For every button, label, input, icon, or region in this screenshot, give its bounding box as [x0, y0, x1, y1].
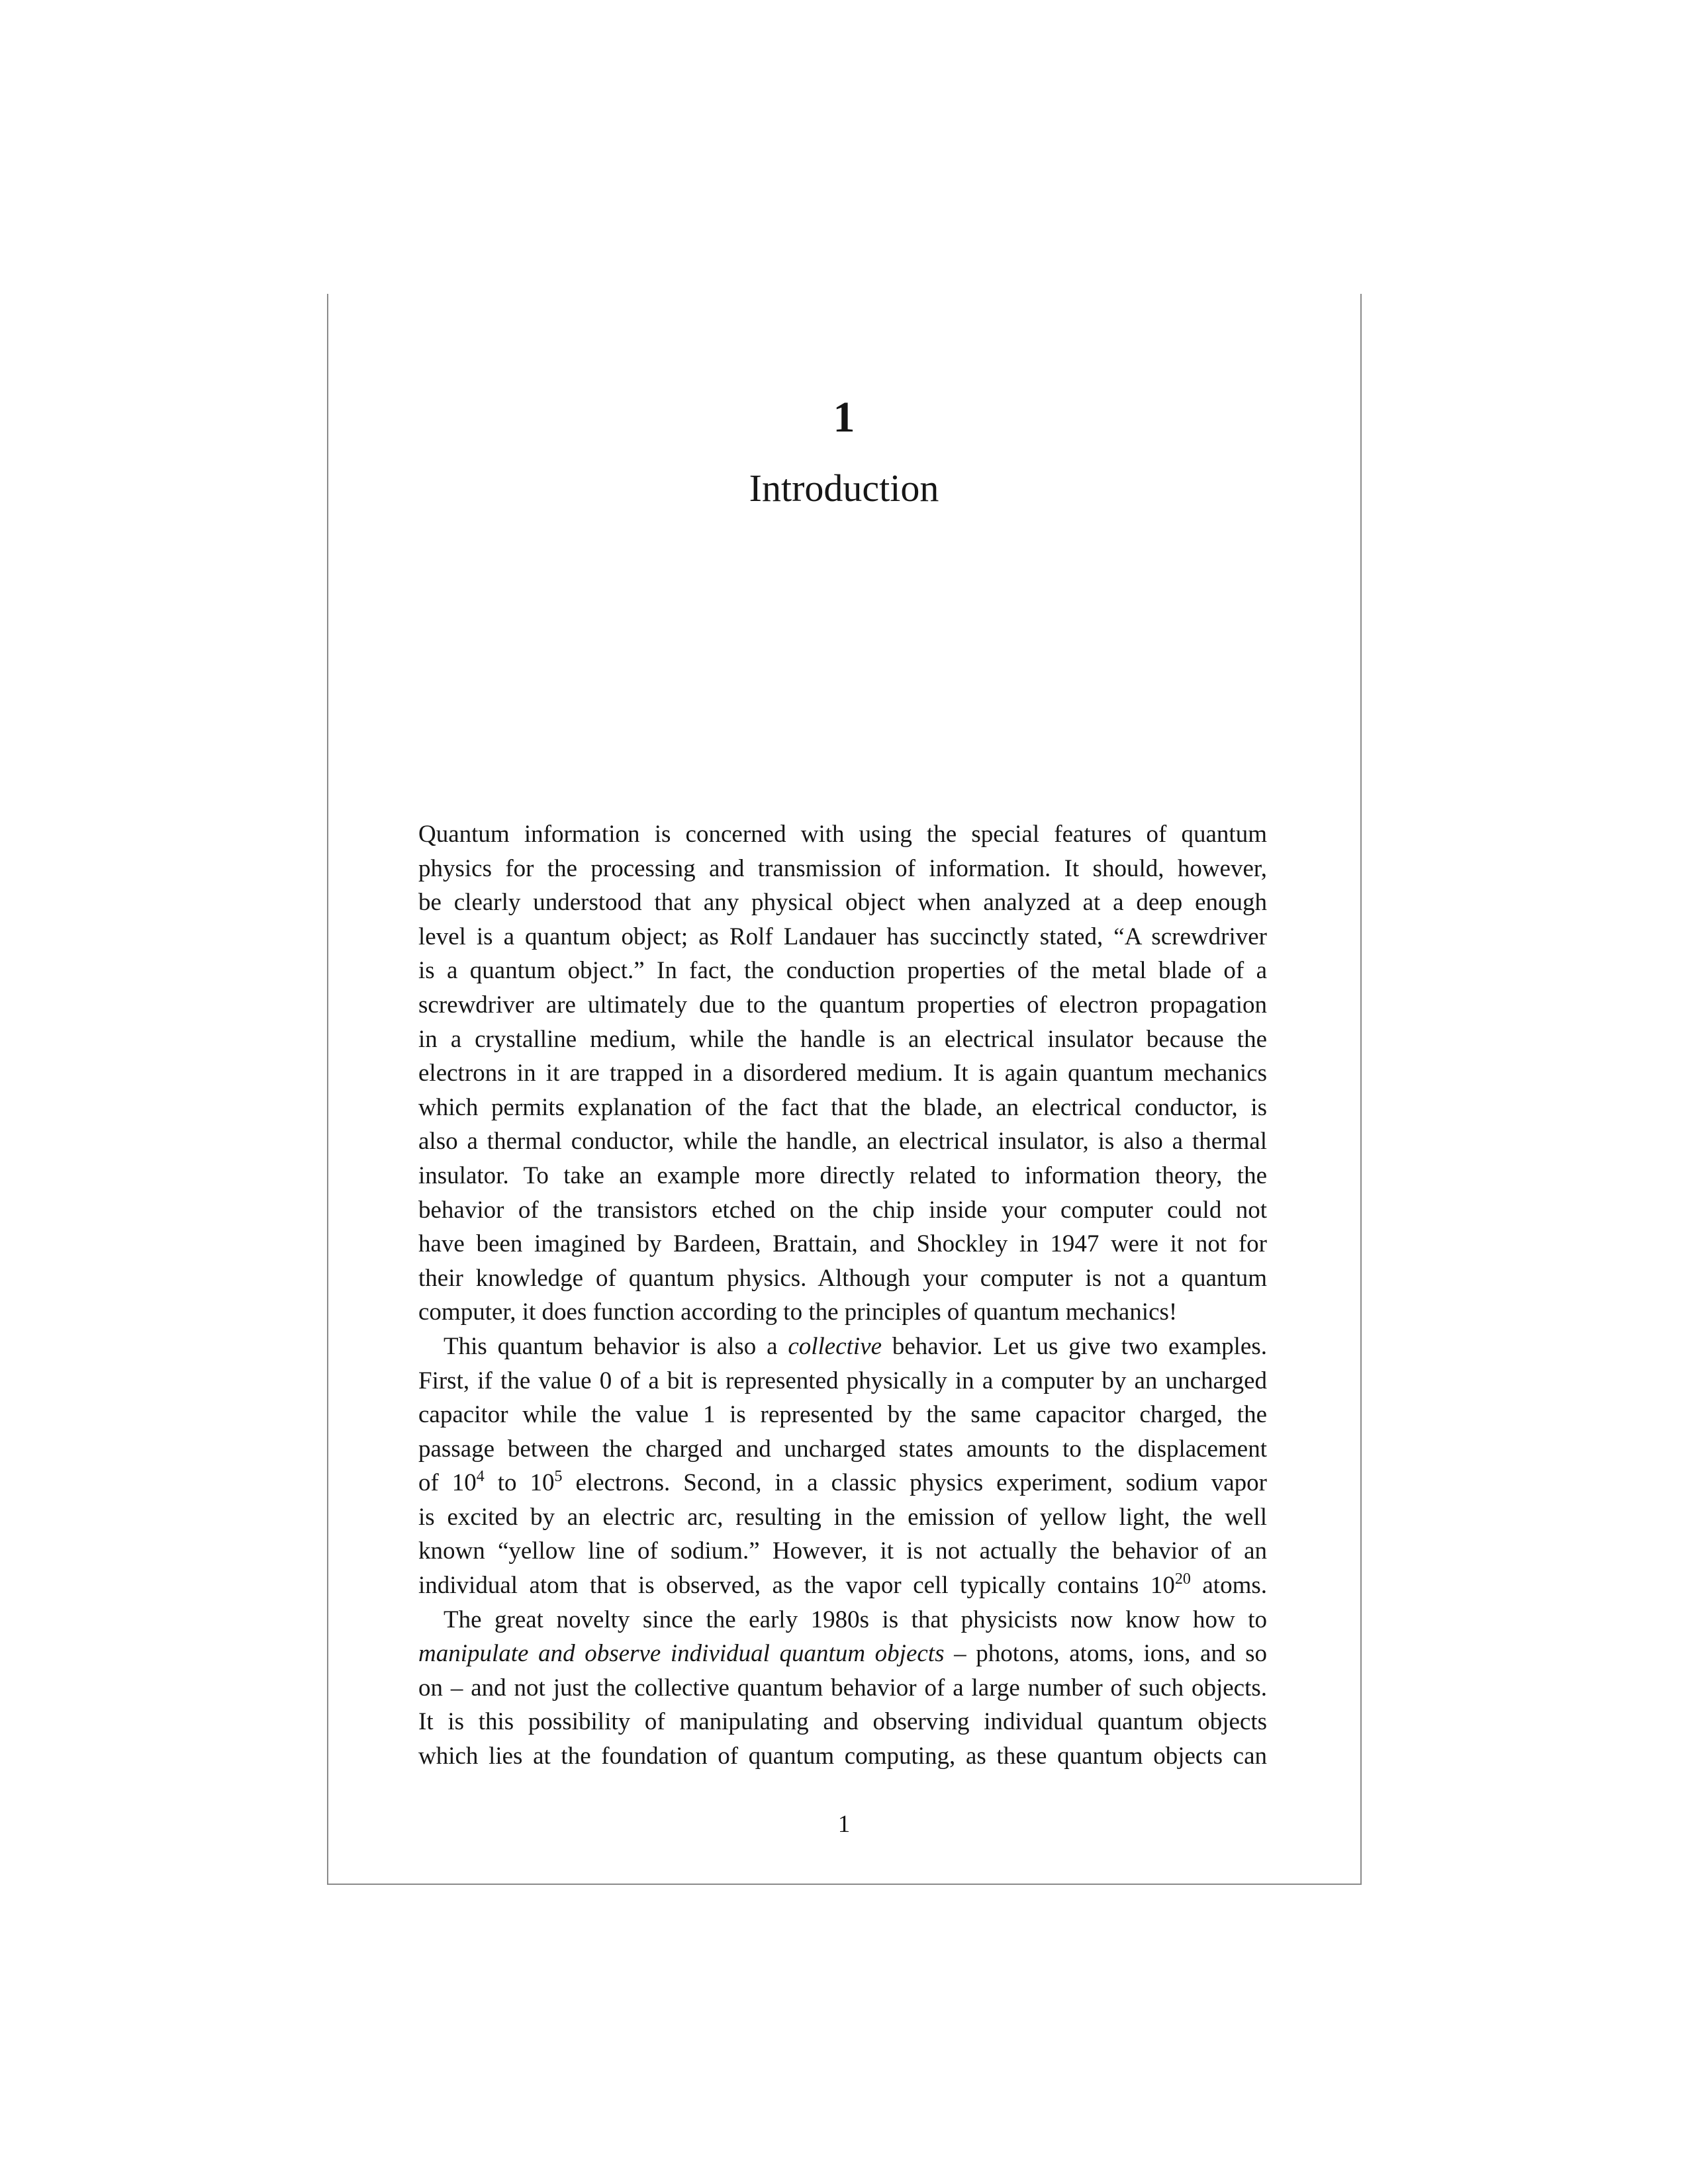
text-line: known “yellow line of sodium.” However, it is not actually the behavior of an — [418, 1537, 1267, 1565]
text-line: in a crystalline medium, while the handle is an electrical insulator because the — [418, 1025, 1267, 1053]
text-run: atoms. — [1190, 1572, 1267, 1600]
text-line — [418, 1637, 1267, 1671]
text-run: – photons, atoms, ions, and so — [944, 1640, 1267, 1668]
text-line: First, if the value 0 of a bit is represented physically in a computer by an uncharged — [418, 1367, 1267, 1394]
chapter-number: 1 — [833, 393, 855, 441]
page-number: 1 — [837, 1811, 851, 1838]
text-line: level is a quantum object; as Rolf Landauer has succinctly stated, “A screwdriver — [418, 923, 1267, 950]
text-line: It is this possibility of manipulating and observing individual quantum objects — [418, 1708, 1267, 1736]
paragraph-3 — [418, 1603, 1267, 1774]
text-line: be clearly understood that any physical object when analyzed at a deep enough — [418, 889, 1267, 917]
text-run: of 10 — [418, 1469, 477, 1497]
text-line — [418, 1569, 1267, 1603]
superscript: 5 — [554, 1468, 563, 1486]
text-run: individual atom that is observed, as the vapor cell typically contains 10 — [418, 1572, 1175, 1600]
body-text — [418, 817, 1267, 1774]
text-line — [418, 1330, 1267, 1364]
text-line: The great novelty since the early 1980s is that physicists now know how to — [444, 1606, 1267, 1633]
text-line: which lies at the foundation of quantum computing, as these quantum objects can — [418, 1743, 1267, 1770]
emphasis-text: manipulate and observe individual quantum objects — [418, 1640, 945, 1668]
text-line: which permits explanation of the fact that the blade, an electrical conductor, is — [418, 1093, 1267, 1121]
text-line: also a thermal conductor, while the handle, an electrical insulator, is also a thermal — [418, 1128, 1267, 1156]
text-line: is a quantum object.” In fact, the conduction properties of the metal blade of a — [418, 957, 1267, 985]
text-line: behavior of the transistors etched on the chip inside your computer could not — [418, 1196, 1267, 1224]
text-line: computer, it does function according to the principles of quantum mechanics! — [418, 1298, 1178, 1326]
text-line: passage between the charged and uncharged states amounts to the displacement — [418, 1435, 1267, 1463]
text-line: physics for the processing and transmission of information. It should, however, — [418, 854, 1267, 882]
text-line: is excited by an electric arc, resulting in the emission of yellow light, the well — [418, 1503, 1267, 1531]
text-run: This quantum behavior is also a — [444, 1332, 788, 1360]
text-run: to 10 — [484, 1469, 555, 1497]
text-line: capacitor while the value 1 is represented by the same capacitor charged, the — [418, 1401, 1267, 1429]
text-line: electrons in it are trapped in a disordered medium. It is again quantum mechanics — [418, 1060, 1267, 1087]
text-line: their knowledge of quantum physics. Although your computer is not a quantum — [418, 1264, 1267, 1292]
text-line: Quantum information is concerned with using the special features of quantum — [418, 821, 1267, 848]
superscript: 20 — [1174, 1570, 1191, 1588]
text-run: electrons. Second, in a classic physics experiment, sodium vapor — [562, 1469, 1267, 1497]
paragraph-2 — [418, 1330, 1267, 1603]
chapter-title: Introduction — [749, 467, 939, 510]
text-run: behavior. Let us give two examples. — [882, 1332, 1267, 1360]
paragraph-1 — [418, 817, 1267, 1330]
text-line: have been imagined by Bardeen, Brattain, and Shockley in 1947 were it not for — [418, 1230, 1267, 1258]
text-line: on – and not just the collective quantum behavior of a large number of such objects. — [418, 1674, 1267, 1702]
emphasis-text: collective — [788, 1332, 882, 1360]
text-line — [418, 1466, 1267, 1500]
text-line: insulator. To take an example more directly related to information theory, the — [418, 1161, 1267, 1189]
superscript: 4 — [476, 1468, 485, 1486]
text-line: screwdriver are ultimately due to the quantum properties of electron propagation — [418, 991, 1267, 1019]
